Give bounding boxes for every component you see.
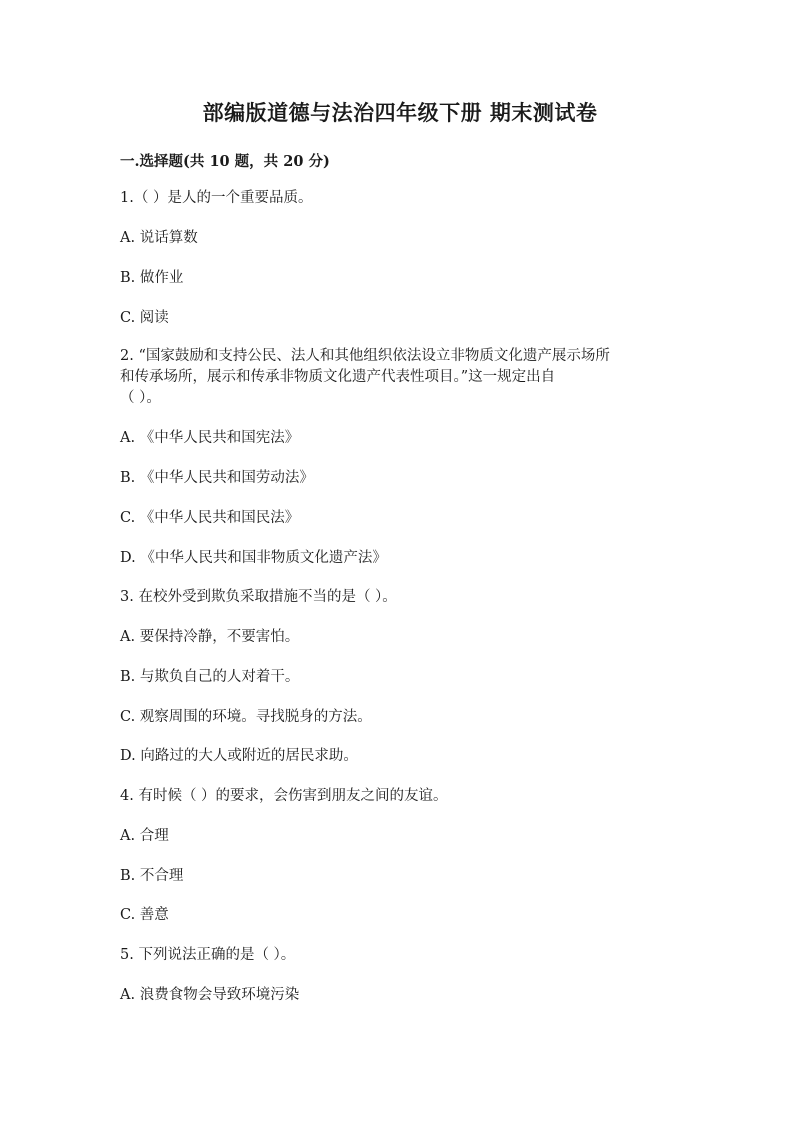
question-2-option-c: C. 《中华人民共和国民法》 [120, 510, 300, 526]
question-1-option-a: A. 说话算数 [120, 230, 198, 246]
question-2-stem-line-3: （ ）。 [120, 390, 161, 406]
question-1-option-c: C. 阅读 [120, 310, 169, 326]
exam-title: 部编版道德与法治四年级下册 期末测试卷 [202, 100, 598, 125]
question-5-stem: 5. 下列说法正确的是（ ）。 [120, 947, 296, 963]
question-5-option-a: A. 浪费食物会导致环境污染 [120, 987, 300, 1003]
question-2-stem-line-1: 2. “国家鼓励和支持公民、法人和其他组织依法设立非物质文化遗产展示场所 [120, 348, 610, 364]
question-3-option-d: D. 向路过的大人或附近的居民求助。 [120, 748, 358, 764]
question-4-option-b: B. 不合理 [120, 868, 184, 884]
question-3-option-b: B. 与欺负自己的人对着干。 [120, 669, 300, 685]
question-2-option-a: A. 《中华人民共和国宪法》 [120, 430, 300, 446]
question-2-stem-line-2: 和传承场所，展示和传承非物质文化遗产代表性项目。”这一规定出自 [120, 369, 556, 385]
question-3-stem: 3. 在校外受到欺负采取措施不当的是（ ）。 [120, 589, 397, 605]
question-4-option-a: A. 合理 [120, 828, 169, 844]
question-2-option-d: D. 《中华人民共和国非物质文化遗产法》 [120, 550, 387, 566]
question-2-option-b: B. 《中华人民共和国劳动法》 [120, 470, 314, 486]
question-4-stem: 4. 有时候（ ）的要求，会伤害到朋友之间的友谊。 [120, 788, 448, 804]
question-1-stem: 1.（ ）是人的一个重要品质。 [120, 190, 313, 206]
question-4-option-c: C. 善意 [120, 907, 169, 923]
section-heading: 一.选择题(共 10 题，共 20 分) [120, 153, 330, 170]
question-3-option-a: A. 要保持冷静，不要害怕。 [120, 629, 300, 645]
question-1-option-b: B. 做作业 [120, 270, 184, 286]
question-3-option-c: C. 观察周围的环境。寻找脱身的方法。 [120, 709, 372, 725]
